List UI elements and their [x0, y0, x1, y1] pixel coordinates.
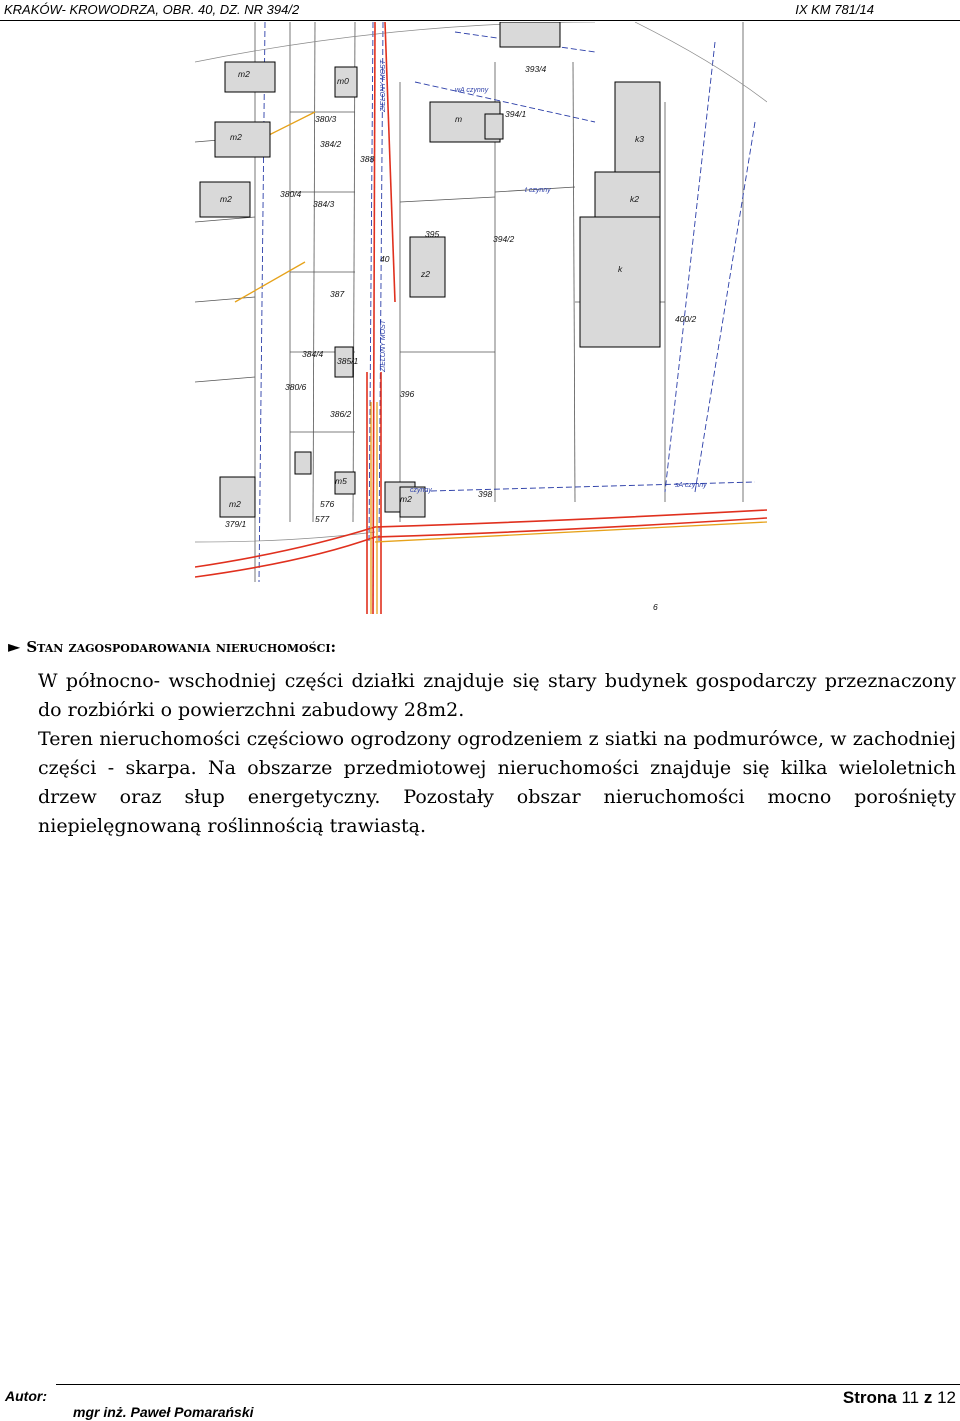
header-right: IX KM 781/14	[795, 2, 874, 17]
map-label: 398	[478, 489, 493, 499]
section-title: Stan zagospodarowania nieruchomości:	[26, 638, 337, 656]
map-label: 400/2	[675, 314, 697, 324]
map-label: 393/4	[525, 64, 547, 74]
map-label: 396	[400, 389, 415, 399]
map-label: 388	[360, 154, 375, 164]
map-label: k2	[630, 194, 639, 204]
map-label: 385/1	[337, 356, 359, 366]
map-label: 394/2	[493, 234, 515, 244]
map-label: m2	[238, 69, 250, 79]
body-text	[38, 667, 956, 841]
map-label: k3	[635, 134, 644, 144]
svg-text:wA czynny: wA czynny	[455, 87, 489, 94]
map-label: 576	[320, 499, 335, 509]
cadastral-map	[195, 22, 767, 614]
svg-text:ZIELONY MOST: ZIELONY MOST	[380, 320, 387, 372]
map-label: m	[455, 114, 463, 124]
map-label: 379/1	[225, 519, 247, 529]
paragraph: Teren nieruchomości częściowo ogrodzony ogrodzeniem z siatki na podmurówce, w zachodniej części - skarpa. Na obszarze przedmiotowej nieruchomości znajduje się kilka wieloletnich drzew oraz słup energetyczny. Pozostały obszar nieruchomości mocno porośnięty niepielęgnowaną roślinnością trawiastą.	[38, 728, 956, 837]
svg-text:czynny: czynny	[410, 487, 432, 494]
section-heading	[8, 637, 336, 656]
map-label: 394/1	[505, 109, 527, 119]
map-label: m2	[220, 194, 232, 204]
svg-text:ZIELONY MOST: ZIELONY MOST	[380, 60, 387, 112]
bullet-arrow-icon: ►	[8, 637, 21, 656]
map-label: 395	[425, 229, 440, 239]
map-label: m2	[229, 499, 241, 509]
svg-text:t czynny: t czynny	[525, 187, 551, 194]
map-label: 380/3	[315, 114, 337, 124]
map-label: 380/6	[285, 382, 307, 392]
map-label: 386/2	[330, 409, 352, 419]
map-label: z2	[421, 269, 430, 279]
map-label: m2	[230, 132, 242, 142]
map-label: 40	[380, 254, 390, 264]
page-total: 12	[937, 1388, 956, 1407]
map-label: m2	[400, 494, 412, 504]
page-current: 11	[901, 1388, 920, 1407]
page-word: Strona	[842, 1388, 897, 1407]
footer-rule	[56, 1384, 960, 1385]
page-number	[843, 1388, 956, 1408]
page-header	[0, 0, 960, 21]
map-label: 380/4	[280, 189, 302, 199]
map-label: 384/2	[320, 139, 342, 149]
paragraph: W północno- wschodniej części działki znajduje się stary budynek gospodarczy przeznaczony do rozbiórki o powierzchni zabudowy 28m2.	[38, 670, 956, 721]
author-label: Autor:	[5, 1388, 47, 1404]
author-name: mgr inż. Paweł Pomarański	[73, 1404, 254, 1420]
svg-text:sA czynny: sA czynny	[675, 482, 707, 489]
map-label: 577	[315, 514, 330, 524]
map-label: 384/3	[313, 199, 335, 209]
map-label: m5	[335, 476, 347, 486]
map-label: 387	[330, 289, 345, 299]
map-label: 384/4	[302, 349, 324, 359]
map-label: k	[618, 264, 623, 274]
page-of: z	[923, 1388, 933, 1407]
map-label: m0	[337, 76, 349, 86]
map-label: 6	[653, 602, 658, 612]
header-left: KRAKÓW- KROWODRZA, OBR. 40, DZ. NR 394/2	[4, 2, 300, 17]
